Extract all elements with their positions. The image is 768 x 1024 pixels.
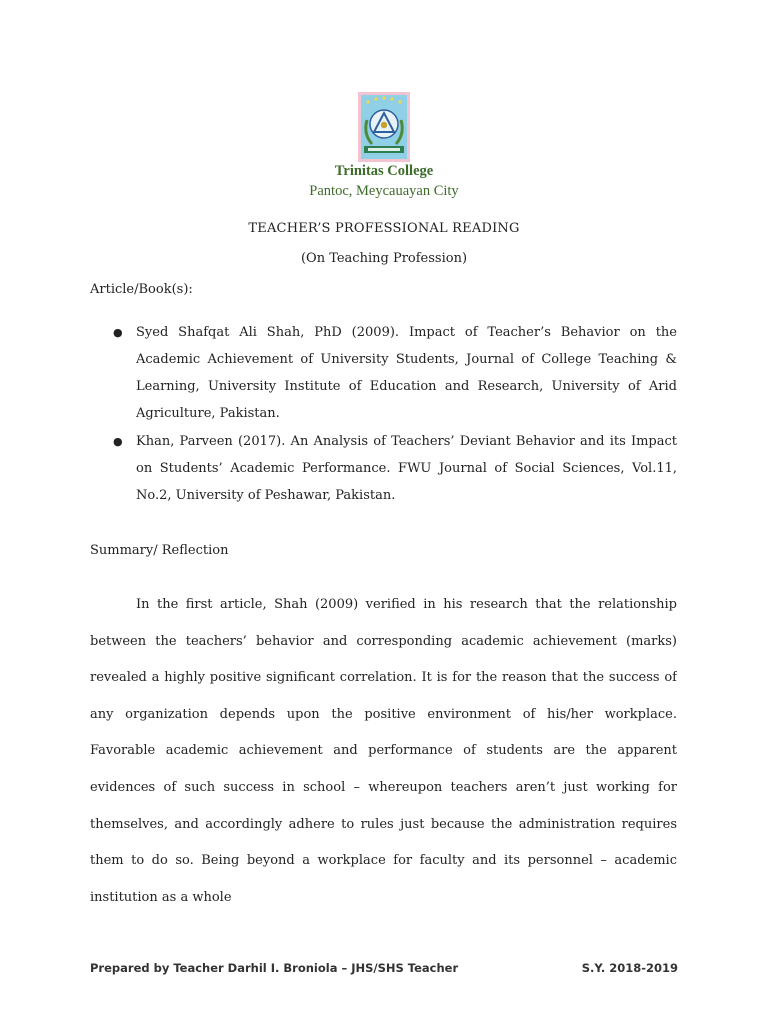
footer-prepared-by: Prepared by Teacher Darhil I. Broniola – JHS/SHS Teacher (90, 961, 459, 975)
reference-list (90, 319, 677, 510)
bullet-icon: ● (113, 326, 123, 339)
reference-text: Khan, Parveen (2017). An Analysis of Teachers’ Deviant Behavior and its Impact on Students’ Academic Performance. FWU Journal of Social Sciences, Vol.11, No.2, University of Peshawar, Pakistan. (136, 434, 677, 503)
summary-label: Summary/ Reflection (90, 543, 229, 558)
reference-item (90, 319, 677, 427)
reference-item (90, 428, 677, 509)
summary-paragraph: In the first article, Shah (2009) verified in his research that the relationship between the teachers’ behavior and corresponding academic achievement (marks) revealed a highly positive significant correlation. It is for the reason that the success of any organization depends upon the positive environment of his/her workplace. Favorable academic achievement and performance of students are the apparent evidences of such success in school – whereupon teachers aren’t just working for themselves, and accordingly adhere to rules just because the administration requires them to do so. Being beyond a workplace for faculty and its personnel – academic institution as a whole (90, 597, 677, 905)
footer-school-year: S.Y. 2018-2019 (581, 961, 678, 975)
document-subtitle: (On Teaching Profession) (300, 251, 468, 266)
reference-text: Syed Shafqat Ali Shah, PhD (2009). Impact of Teacher’s Behavior on the Academic Achievement of University Students, Journal of College Teaching & Learning, University Institute of Education and Research, University of Arid Agriculture, Pakistan. (136, 325, 677, 421)
articles-label: Article/Book(s): (90, 282, 193, 297)
college-address: Pantoc, Meycauayan City (309, 183, 459, 199)
bullet-icon: ● (113, 435, 123, 448)
college-seal-icon (358, 92, 410, 162)
document-title: TEACHER’S PROFESSIONAL READING (248, 221, 520, 236)
college-name: Trinitas College (334, 163, 434, 179)
